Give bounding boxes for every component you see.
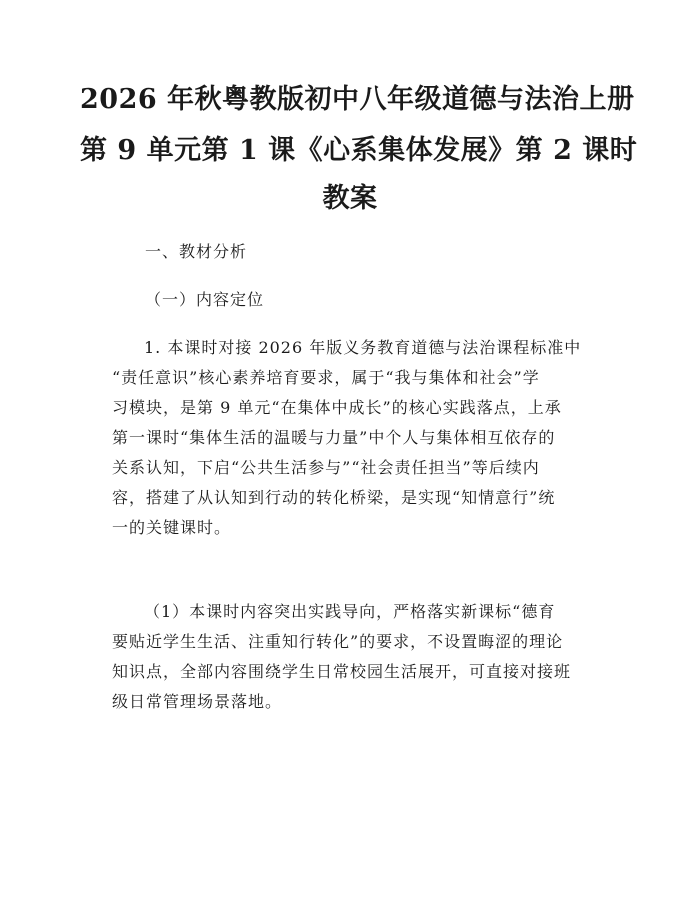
subsection-heading: （一）内容定位 (145, 290, 265, 309)
paragraph-1-line: 关系认知，下启“公共生活参与”“社会责任担当”等后续内 (112, 458, 540, 477)
paragraph-2 (112, 597, 592, 717)
paragraph-1-line: 习模块，是第 9 单元“在集体中成长”的核心实践落点，上承 (112, 398, 562, 417)
section-heading: 一、教材分析 (145, 242, 248, 261)
paragraph-1-line: 一的关键课时。 (112, 518, 232, 537)
document-title-line-1: 2026 年秋粤教版初中八年级道德与法治上册 (80, 84, 635, 115)
paragraph-1 (112, 333, 592, 543)
paragraph-1-line: 第一课时“集体生活的温暖与力量”中个人与集体相互依存的 (112, 428, 556, 447)
paragraph-1-line: “责任意识”核心素养培育要求，属于“我与集体和社会”学 (112, 368, 540, 387)
paragraph-2-line: （1）本课时内容突出实践导向，严格落实新课标“德育 (144, 602, 556, 621)
paragraph-1-line: 1. 本课时对接 2026 年版义务教育道德与法治课程标准中 (144, 338, 582, 357)
document-title-line-2: 第 9 单元第 1 课《心系集体发展》第 2 课时 (80, 135, 638, 166)
paragraph-2-line: 要贴近学生生活、注重知行转化”的要求，不设置晦涩的理论 (112, 632, 564, 651)
paragraph-2-line: 知识点，全部内容围绕学生日常校园生活展开，可直接对接班 (112, 662, 572, 681)
paragraph-2-line: 级日常管理场景落地。 (112, 692, 283, 711)
paragraph-1-line: 容，搭建了从认知到行动的转化桥梁，是实现“知情意行”统 (112, 488, 556, 507)
document-title-line-3: 教案 (322, 183, 378, 214)
